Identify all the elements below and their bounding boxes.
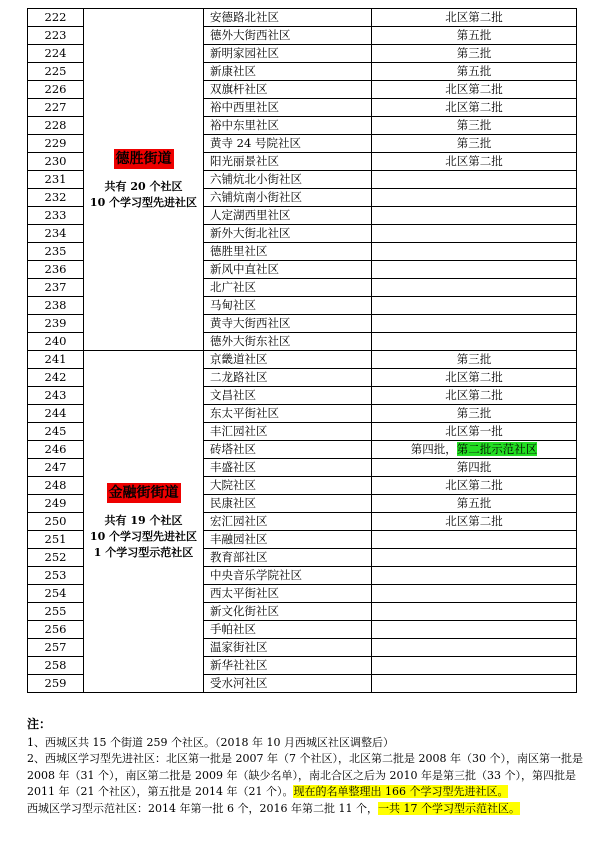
community-name: 新华社社区 xyxy=(204,657,372,675)
community-name: 德外大街西社区 xyxy=(204,27,372,45)
community-name: 京畿道社区 xyxy=(204,351,372,369)
batch-text: 第五批 xyxy=(456,496,492,510)
row-number: 251 xyxy=(28,531,84,549)
batch-cell xyxy=(372,333,577,351)
batch-highlight: 第二批示范社区 xyxy=(456,442,538,456)
row-number: 225 xyxy=(28,63,84,81)
street-summary-line: 10 个学习型先进社区 xyxy=(89,195,198,209)
batch-text: 北区第二批 xyxy=(445,388,503,402)
community-name: 宏汇园社区 xyxy=(204,513,372,531)
batch-cell xyxy=(372,171,577,189)
table-row xyxy=(28,9,577,27)
street-name: 德胜街道 xyxy=(115,150,172,167)
batch-cell xyxy=(372,567,577,585)
row-number: 242 xyxy=(28,369,84,387)
batch-cell xyxy=(372,639,577,657)
row-number: 228 xyxy=(28,117,84,135)
note-line-2-text: 2、西城区学习型先进社区：北区第一批是 2007 年（7 个社区），北区第二批是 2008 年（30 个），南区第一批是 2008 年（31 个），南区第二批是 2009 年（缺少名单），南北合区之后为 2010 年是第三批（33 个），第四批是 2011 年（21 个社区），第五批是 2014 年（21 个）。 xyxy=(27,752,583,798)
row-number: 231 xyxy=(28,171,84,189)
row-number: 236 xyxy=(28,261,84,279)
batch-cell xyxy=(372,243,577,261)
batch-cell xyxy=(372,225,577,243)
community-name: 裕中东里社区 xyxy=(204,117,372,135)
batch-text: 第四批 xyxy=(456,460,492,474)
street-summary-line: 10 个学习型先进社区 xyxy=(89,529,198,543)
community-name: 黄寺大街西社区 xyxy=(204,315,372,333)
batch-cell xyxy=(372,297,577,315)
community-name: 德外大街东社区 xyxy=(204,333,372,351)
note-line-3-highlight: 一共 17 个学习型示范社区。 xyxy=(377,801,520,815)
community-name: 裕中西里社区 xyxy=(204,99,372,117)
notes-section xyxy=(27,716,595,817)
community-table-body xyxy=(28,9,577,693)
street-cell xyxy=(84,9,204,351)
note-line-3 xyxy=(27,801,595,818)
community-name: 丰汇园社区 xyxy=(204,423,372,441)
row-number: 259 xyxy=(28,675,84,693)
batch-cell xyxy=(372,477,577,495)
row-number: 230 xyxy=(28,153,84,171)
community-name: 教育部社区 xyxy=(204,549,372,567)
batch-cell xyxy=(372,585,577,603)
batch-cell xyxy=(372,387,577,405)
row-number: 256 xyxy=(28,621,84,639)
community-name: 民康社区 xyxy=(204,495,372,513)
batch-text: 第三批 xyxy=(456,352,492,366)
row-number: 248 xyxy=(28,477,84,495)
community-name: 六铺炕北小街社区 xyxy=(204,171,372,189)
row-number: 233 xyxy=(28,207,84,225)
community-name: 砖塔社区 xyxy=(204,441,372,459)
batch-text: 北区第一批 xyxy=(445,424,503,438)
note-line-1: 1、西城区共 15 个街道 259 个社区。（2018 年 10 月西城区社区调整后） xyxy=(27,735,394,749)
row-number: 241 xyxy=(28,351,84,369)
batch-text: 第四批， xyxy=(410,442,457,456)
batch-cell xyxy=(372,315,577,333)
notes-title: 注： xyxy=(27,717,52,731)
row-number: 249 xyxy=(28,495,84,513)
row-number: 240 xyxy=(28,333,84,351)
batch-cell xyxy=(372,459,577,477)
row-number: 234 xyxy=(28,225,84,243)
community-name: 德胜里社区 xyxy=(204,243,372,261)
batch-cell xyxy=(372,81,577,99)
community-name: 丰融园社区 xyxy=(204,531,372,549)
batch-cell xyxy=(372,279,577,297)
batch-cell xyxy=(372,9,577,27)
community-name: 新风中直社区 xyxy=(204,261,372,279)
batch-text: 北区第二批 xyxy=(445,154,503,168)
batch-text: 北区第二批 xyxy=(445,370,503,384)
row-number: 243 xyxy=(28,387,84,405)
batch-cell xyxy=(372,153,577,171)
row-number: 226 xyxy=(28,81,84,99)
batch-cell xyxy=(372,117,577,135)
batch-text: 第五批 xyxy=(456,64,492,78)
community-name: 文昌社区 xyxy=(204,387,372,405)
batch-cell xyxy=(372,657,577,675)
community-name: 马甸社区 xyxy=(204,297,372,315)
street-name: 金融街街道 xyxy=(108,484,179,501)
row-number: 257 xyxy=(28,639,84,657)
batch-cell xyxy=(372,441,577,459)
community-name: 中央音乐学院社区 xyxy=(204,567,372,585)
batch-text: 第五批 xyxy=(456,28,492,42)
community-name: 受水河社区 xyxy=(204,675,372,693)
community-name: 大院社区 xyxy=(204,477,372,495)
batch-text: 北区第二批 xyxy=(445,100,503,114)
batch-cell xyxy=(372,261,577,279)
row-number: 224 xyxy=(28,45,84,63)
batch-cell xyxy=(372,513,577,531)
row-number: 250 xyxy=(28,513,84,531)
batch-text: 北区第二批 xyxy=(445,10,503,24)
community-name: 手帕社区 xyxy=(204,621,372,639)
batch-cell xyxy=(372,135,577,153)
batch-cell xyxy=(372,549,577,567)
note-line-2-highlight: 现在的名单整理出 166 个学习型先进社区。 xyxy=(293,785,509,798)
community-name: 温家街社区 xyxy=(204,639,372,657)
row-number: 245 xyxy=(28,423,84,441)
row-number: 237 xyxy=(28,279,84,297)
community-name: 二龙路社区 xyxy=(204,369,372,387)
community-name: 阳光丽景社区 xyxy=(204,153,372,171)
row-number: 253 xyxy=(28,567,84,585)
row-number: 258 xyxy=(28,657,84,675)
community-table xyxy=(27,8,577,693)
batch-cell xyxy=(372,369,577,387)
batch-cell xyxy=(372,99,577,117)
row-number: 222 xyxy=(28,9,84,27)
row-number: 254 xyxy=(28,585,84,603)
row-number: 255 xyxy=(28,603,84,621)
row-number: 247 xyxy=(28,459,84,477)
batch-cell xyxy=(372,405,577,423)
batch-text: 北区第二批 xyxy=(445,514,503,528)
street-summary-line: 共有 20 个社区 xyxy=(104,179,183,193)
batch-text: 第三批 xyxy=(456,46,492,60)
batch-text: 第三批 xyxy=(456,406,492,420)
community-name: 安德路北社区 xyxy=(204,9,372,27)
batch-cell xyxy=(372,45,577,63)
community-name: 新康社区 xyxy=(204,63,372,81)
batch-cell xyxy=(372,603,577,621)
batch-text: 第三批 xyxy=(456,118,492,132)
row-number: 223 xyxy=(28,27,84,45)
batch-cell xyxy=(372,495,577,513)
batch-cell xyxy=(372,621,577,639)
row-number: 246 xyxy=(28,441,84,459)
community-name: 新外大街北社区 xyxy=(204,225,372,243)
note-line-2 xyxy=(27,751,595,801)
row-number: 238 xyxy=(28,297,84,315)
community-name: 黄寺 24 号院社区 xyxy=(204,135,372,153)
street-summary-line: 1 个学习型示范社区 xyxy=(93,545,194,559)
row-number: 235 xyxy=(28,243,84,261)
table-row xyxy=(28,351,577,369)
batch-cell xyxy=(372,63,577,81)
street-cell xyxy=(84,351,204,693)
row-number: 244 xyxy=(28,405,84,423)
community-name: 西太平街社区 xyxy=(204,585,372,603)
street-summary-line: 共有 19 个社区 xyxy=(104,513,183,527)
batch-cell xyxy=(372,531,577,549)
community-name: 东太平街社区 xyxy=(204,405,372,423)
batch-text: 北区第二批 xyxy=(445,478,503,492)
community-name: 六铺炕南小街社区 xyxy=(204,189,372,207)
batch-text: 第三批 xyxy=(456,136,492,150)
community-name: 北广社区 xyxy=(204,279,372,297)
row-number: 252 xyxy=(28,549,84,567)
batch-cell xyxy=(372,207,577,225)
batch-cell xyxy=(372,423,577,441)
batch-cell xyxy=(372,675,577,693)
community-name: 新文化街社区 xyxy=(204,603,372,621)
row-number: 232 xyxy=(28,189,84,207)
row-number: 239 xyxy=(28,315,84,333)
row-number: 229 xyxy=(28,135,84,153)
community-name: 丰盛社区 xyxy=(204,459,372,477)
batch-cell xyxy=(372,27,577,45)
batch-text: 北区第二批 xyxy=(445,82,503,96)
community-name: 新明家园社区 xyxy=(204,45,372,63)
batch-cell xyxy=(372,351,577,369)
row-number: 227 xyxy=(28,99,84,117)
community-name: 双旗杆社区 xyxy=(204,81,372,99)
community-name: 人定湖西里社区 xyxy=(204,207,372,225)
note-line-3-text: 西城区学习型示范社区：2014 年第一批 6 个，2016 年第二批 11 个， xyxy=(27,801,378,815)
batch-cell xyxy=(372,189,577,207)
